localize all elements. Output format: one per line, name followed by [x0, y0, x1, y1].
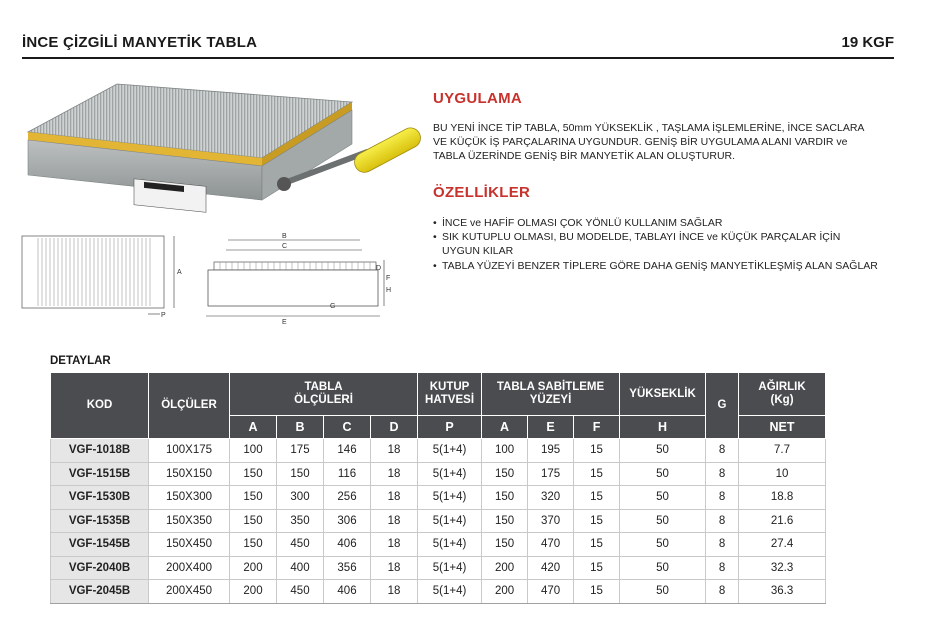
cell-h: 50 [620, 509, 706, 533]
sub-a2: A [482, 416, 528, 439]
cell-kod: VGF-2045B [51, 580, 149, 604]
cell-a: 200 [230, 580, 277, 604]
col-agirlik: AĞIRLIK (Kg) [739, 373, 826, 416]
cell-sabit-a: 200 [482, 580, 528, 604]
features-list [433, 216, 913, 273]
cell-a: 150 [230, 462, 277, 486]
cell-a: 100 [230, 439, 277, 463]
table-row [51, 556, 826, 580]
cell-d: 18 [371, 462, 418, 486]
dim-f-label: F [386, 275, 391, 282]
cell-d: 18 [371, 486, 418, 510]
cell-p: 5(1+4) [418, 556, 482, 580]
cell-c: 146 [324, 439, 371, 463]
cell-h: 50 [620, 462, 706, 486]
cell-p: 5(1+4) [418, 580, 482, 604]
cell-sabit-a: 150 [482, 509, 528, 533]
cell-d: 18 [371, 533, 418, 557]
application-line: BU YENİ İNCE TİP TABLA, 50mm YÜKSEKLİK , TAŞLAMA İŞLEMLERİNE, İNCE SACLARA [433, 122, 865, 134]
cell-f: 15 [574, 439, 620, 463]
cell-a: 150 [230, 509, 277, 533]
details-table [50, 372, 826, 604]
cell-olculer: 150X150 [149, 462, 230, 486]
cell-net: 7.7 [739, 439, 826, 463]
cell-b: 450 [277, 533, 324, 557]
dim-a-label: A [177, 269, 182, 276]
feature-item: • TABLA YÜZEYİ BENZER TİPLERE GÖRE DAHA GENİŞ MANYETİKLEŞMİŞ ALAN SAĞLAR [433, 259, 878, 272]
table-row [51, 509, 826, 533]
cell-kod: VGF-1515B [51, 462, 149, 486]
col-kutup-hatvesi: KUTUP HATVESİ [418, 373, 482, 416]
cell-e: 470 [528, 580, 574, 604]
sub-e: E [528, 416, 574, 439]
cell-olculer: 200X450 [149, 580, 230, 604]
cell-kod: VGF-2040B [51, 556, 149, 580]
features-title: ÖZELLİKLER [433, 184, 531, 201]
cell-olculer: 100X175 [149, 439, 230, 463]
cell-c: 306 [324, 509, 371, 533]
cell-a: 200 [230, 556, 277, 580]
cell-e: 175 [528, 462, 574, 486]
details-body [51, 439, 826, 604]
dim-b-label: B [282, 233, 287, 240]
dim-h-label: H [386, 287, 392, 294]
cell-p: 5(1+4) [418, 486, 482, 510]
cell-net: 32.3 [739, 556, 826, 580]
cell-g: 8 [706, 509, 739, 533]
cell-h: 50 [620, 533, 706, 557]
cell-f: 15 [574, 462, 620, 486]
cell-kod: VGF-1545B [51, 533, 149, 557]
sub-h: H [620, 416, 706, 439]
details-title: DETAYLAR [50, 355, 111, 367]
sub-p: P [418, 416, 482, 439]
cell-f: 15 [574, 486, 620, 510]
cell-sabit-a: 100 [482, 439, 528, 463]
cell-p: 5(1+4) [418, 462, 482, 486]
cell-b: 450 [277, 580, 324, 604]
cell-e: 195 [528, 439, 574, 463]
cell-d: 18 [371, 556, 418, 580]
cell-g: 8 [706, 580, 739, 604]
cell-f: 15 [574, 533, 620, 557]
application-text [433, 121, 903, 163]
cell-net: 36.3 [739, 580, 826, 604]
feature-item-continued: UYGUN KILAR [442, 245, 514, 258]
table-row [51, 486, 826, 510]
table-row [51, 580, 826, 604]
cell-p: 5(1+4) [418, 533, 482, 557]
dim-e-label: E [282, 319, 287, 326]
cell-c: 256 [324, 486, 371, 510]
cell-c: 406 [324, 533, 371, 557]
col-tabla-sabitleme: TABLA SABİTLEME YÜZEYİ [482, 373, 620, 416]
cell-h: 50 [620, 439, 706, 463]
cell-net: 10 [739, 462, 826, 486]
application-line: VE KÜÇÜK İŞ PARÇALARINA UYGUNDUR. GENİŞ BİR UYGULAMA ALANI VARDIR ve [433, 136, 848, 148]
cell-sabit-a: 150 [482, 533, 528, 557]
cell-f: 15 [574, 509, 620, 533]
cell-net: 21.6 [739, 509, 826, 533]
cell-g: 8 [706, 533, 739, 557]
table-row [51, 462, 826, 486]
table-row [51, 439, 826, 463]
header-divider [22, 57, 894, 59]
col-yukseklik: YÜKSEKLİK [620, 373, 706, 416]
cell-a: 150 [230, 486, 277, 510]
page-title: İNCE ÇİZGİLİ MANYETİK TABLA [22, 34, 258, 51]
cell-kod: VGF-1535B [51, 509, 149, 533]
cell-olculer: 150X300 [149, 486, 230, 510]
col-kod: KOD [51, 373, 149, 439]
cell-g: 8 [706, 556, 739, 580]
cell-net: 27.4 [739, 533, 826, 557]
cell-d: 18 [371, 580, 418, 604]
cell-kod: VGF-1018B [51, 439, 149, 463]
cell-e: 370 [528, 509, 574, 533]
cell-olculer: 150X350 [149, 509, 230, 533]
magnetic-chuck-illustration [22, 80, 427, 220]
cell-b: 175 [277, 439, 324, 463]
cell-olculer: 200X400 [149, 556, 230, 580]
cell-c: 116 [324, 462, 371, 486]
cell-e: 320 [528, 486, 574, 510]
feature-item: • İNCE ve HAFİF OLMASI ÇOK YÖNLÜ KULLANIM SAĞLAR [433, 217, 723, 229]
application-line: TABLA ÜZERİNDE GENİŞ BİR MANYETİK ALAN OLUŞTURUR. [433, 150, 736, 162]
feature-item: • SIK KUTUPLU OLMASI, BU MODELDE, TABLAYI İNCE ve KÜÇÜK PARÇALAR İÇİN [433, 231, 841, 244]
sub-b: B [277, 416, 324, 439]
cell-b: 400 [277, 556, 324, 580]
sub-d: D [371, 416, 418, 439]
cell-e: 420 [528, 556, 574, 580]
sub-a: A [230, 416, 277, 439]
cell-f: 15 [574, 556, 620, 580]
cell-p: 5(1+4) [418, 439, 482, 463]
cell-d: 18 [371, 509, 418, 533]
cell-net: 18.8 [739, 486, 826, 510]
cell-h: 50 [620, 556, 706, 580]
cell-sabit-a: 150 [482, 462, 528, 486]
dim-p-label: P [161, 312, 166, 319]
cell-h: 50 [620, 580, 706, 604]
cell-a: 150 [230, 533, 277, 557]
dim-c-label: C [282, 243, 288, 250]
cell-p: 5(1+4) [418, 509, 482, 533]
sub-net: NET [739, 416, 826, 439]
cell-b: 150 [277, 462, 324, 486]
col-olculer: ÖLÇÜLER [149, 373, 230, 439]
cell-b: 300 [277, 486, 324, 510]
cell-d: 18 [371, 439, 418, 463]
cell-olculer: 150X450 [149, 533, 230, 557]
sub-f: F [574, 416, 620, 439]
page-code: 19 KGF [841, 34, 894, 51]
application-title: UYGULAMA [433, 90, 523, 107]
cell-c: 406 [324, 580, 371, 604]
cell-e: 470 [528, 533, 574, 557]
cell-g: 8 [706, 462, 739, 486]
dim-g-label: G [330, 303, 336, 310]
cell-g: 8 [706, 439, 739, 463]
table-row [51, 533, 826, 557]
cell-kod: VGF-1530B [51, 486, 149, 510]
cell-g: 8 [706, 486, 739, 510]
col-tabla-olculeri: TABLA ÖLÇÜLERİ [230, 373, 418, 416]
dimension-drawings [20, 226, 400, 326]
cell-h: 50 [620, 486, 706, 510]
cell-f: 15 [574, 580, 620, 604]
dim-d-label: D [376, 265, 382, 272]
cell-sabit-a: 200 [482, 556, 528, 580]
cell-sabit-a: 150 [482, 486, 528, 510]
col-g: G [706, 373, 739, 439]
sub-c: C [324, 416, 371, 439]
cell-c: 356 [324, 556, 371, 580]
cell-b: 350 [277, 509, 324, 533]
